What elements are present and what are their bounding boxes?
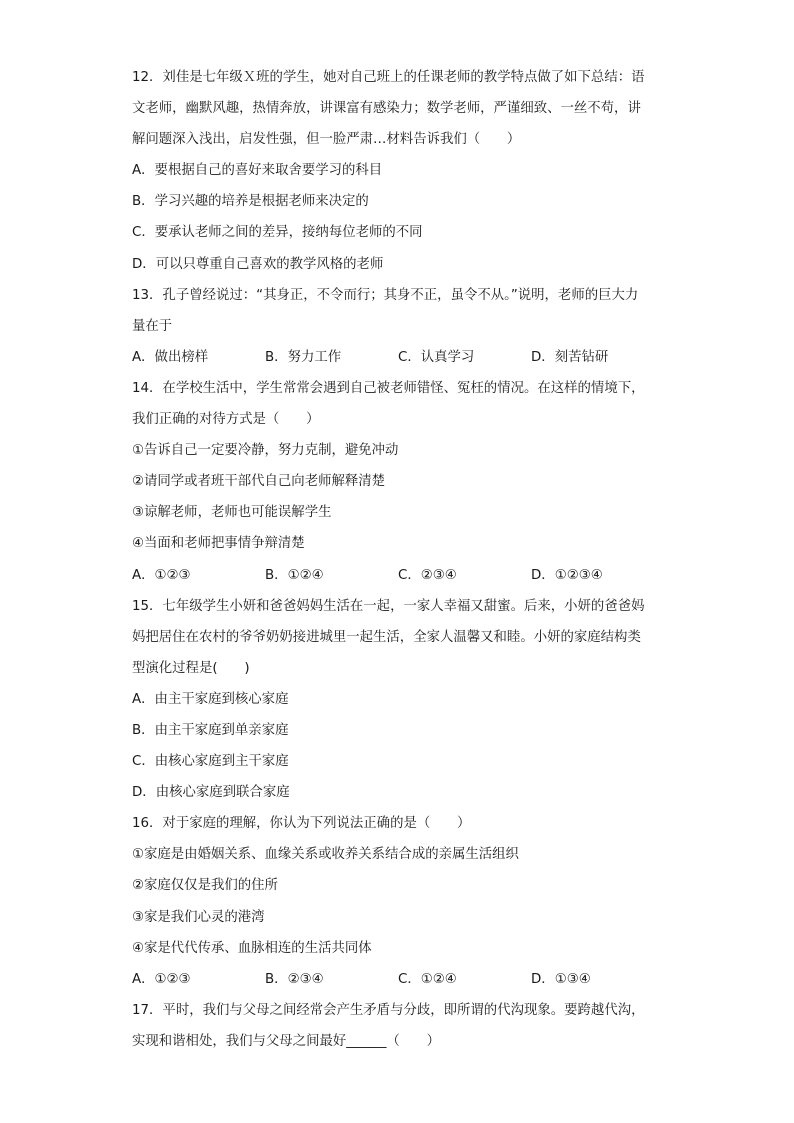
answer-option[interactable]: C．②③④ (398, 567, 457, 583)
question-stem-line: 实现和谐相处，我们与父母之间最好______（ ） (132, 1033, 440, 1049)
answer-option[interactable]: A．①②③ (132, 567, 191, 583)
answer-option[interactable]: B．由主干家庭到单亲家庭 (132, 722, 289, 738)
question-stem-line: 妈把居住在农村的爷爷奶奶接进城里一起生活，全家人温馨又和睦。小妍的家庭结构类 (132, 629, 641, 645)
answer-option[interactable]: A．要根据自己的喜好来取舍要学习的科目 (132, 163, 383, 179)
question-stem-line: 12．刘佳是七年级Ｘ班的学生，她对自己班上的任课老师的教学特点做了如下总结：语 (132, 70, 645, 85)
statement: ④当面和老师把事情争辩清楚 (132, 536, 305, 552)
answer-option[interactable]: B．学习兴趣的培养是根据老师来决定的 (132, 194, 369, 210)
question-stem-line: 15．七年级学生小妍和爸爸妈妈生活在一起，一家人幸福又甜蜜。后来，小妍的爸爸妈 (132, 598, 645, 614)
statement: ③家是我们心灵的港湾 (132, 909, 265, 925)
answer-option[interactable]: D．①②③④ (531, 567, 603, 583)
statement: ④家是代代传承、血脉相连的生活共同体 (132, 940, 372, 956)
question-stem-line: 文老师，幽默风趣，热情奔放，讲课富有感染力；数学老师，严谨细致、一丝不苟，讲 (132, 101, 641, 117)
question-list (132, 62, 664, 1057)
answer-option[interactable]: A．做出榜样 (132, 349, 209, 365)
question-stem-line: 我们正确的对待方式是（ ） (132, 412, 320, 428)
question-stem-line: 量在于 (132, 318, 173, 334)
answer-option[interactable]: D．刻苦钻研 (531, 349, 609, 365)
question-17 (132, 995, 664, 1057)
question-15 (132, 591, 664, 809)
option-row (132, 342, 664, 373)
answer-option[interactable]: D．由核心家庭到联合家庭 (132, 785, 290, 801)
question-stem-line: 解问题深入浅出，启发性强，但一脸严肃…材料告诉我们（ ） (132, 132, 521, 148)
answer-option[interactable]: C．要承认老师之间的差异，接纳每位老师的不同 (132, 225, 423, 241)
question-stem-line: 17．平时，我们与父母之间经常会产生矛盾与分歧，即所谓的代沟现象。要跨越代沟， (132, 1002, 645, 1018)
question-16 (132, 808, 664, 995)
option-row (132, 560, 664, 591)
answer-option[interactable]: C．由核心家庭到主干家庭 (132, 754, 289, 770)
answer-option[interactable]: A．由主干家庭到核心家庭 (132, 691, 289, 707)
statement: ①告诉自己一定要冷静，努力克制，避免冲动 (132, 443, 399, 459)
question-stem-line: 14．在学校生活中，学生常常会遇到自己被老师错怪、冤枉的情况。在这样的情境下， (132, 380, 645, 396)
question-stem-line: 16．对于家庭的理解，你认为下列说法正确的是（ ） (132, 816, 471, 832)
statement: ②家庭仅仅是我们的住所 (132, 878, 278, 894)
answer-option[interactable]: A．①②③ (132, 971, 191, 987)
answer-option[interactable]: D．①③④ (531, 971, 591, 987)
answer-option[interactable]: B．②③④ (265, 971, 324, 987)
answer-option[interactable]: B．①②④ (265, 567, 324, 583)
answer-option[interactable]: B．努力工作 (265, 349, 342, 365)
question-stem-line: 13．孔子曾经说过：“其身正，不令而行；其身不正，虽令不从。”说明，老师的巨大力 (132, 287, 639, 303)
question-12 (132, 62, 664, 280)
question-stem-line: 型演化过程是( ) (132, 660, 250, 676)
answer-option[interactable]: C．认真学习 (398, 349, 475, 365)
statement: ①家庭是由婚姻关系、血缘关系或收养关系结合成的亲属生活组织 (132, 847, 519, 863)
statement: ②请同学或者班干部代自己向老师解释清楚 (132, 474, 386, 490)
answer-option[interactable]: C．①②④ (398, 971, 457, 987)
statement: ③谅解老师，老师也可能误解学生 (132, 505, 332, 521)
answer-option[interactable]: D．可以只尊重自己喜欢的教学风格的老师 (132, 256, 384, 272)
question-14 (132, 373, 664, 591)
option-row (132, 964, 664, 995)
question-13 (132, 280, 664, 373)
